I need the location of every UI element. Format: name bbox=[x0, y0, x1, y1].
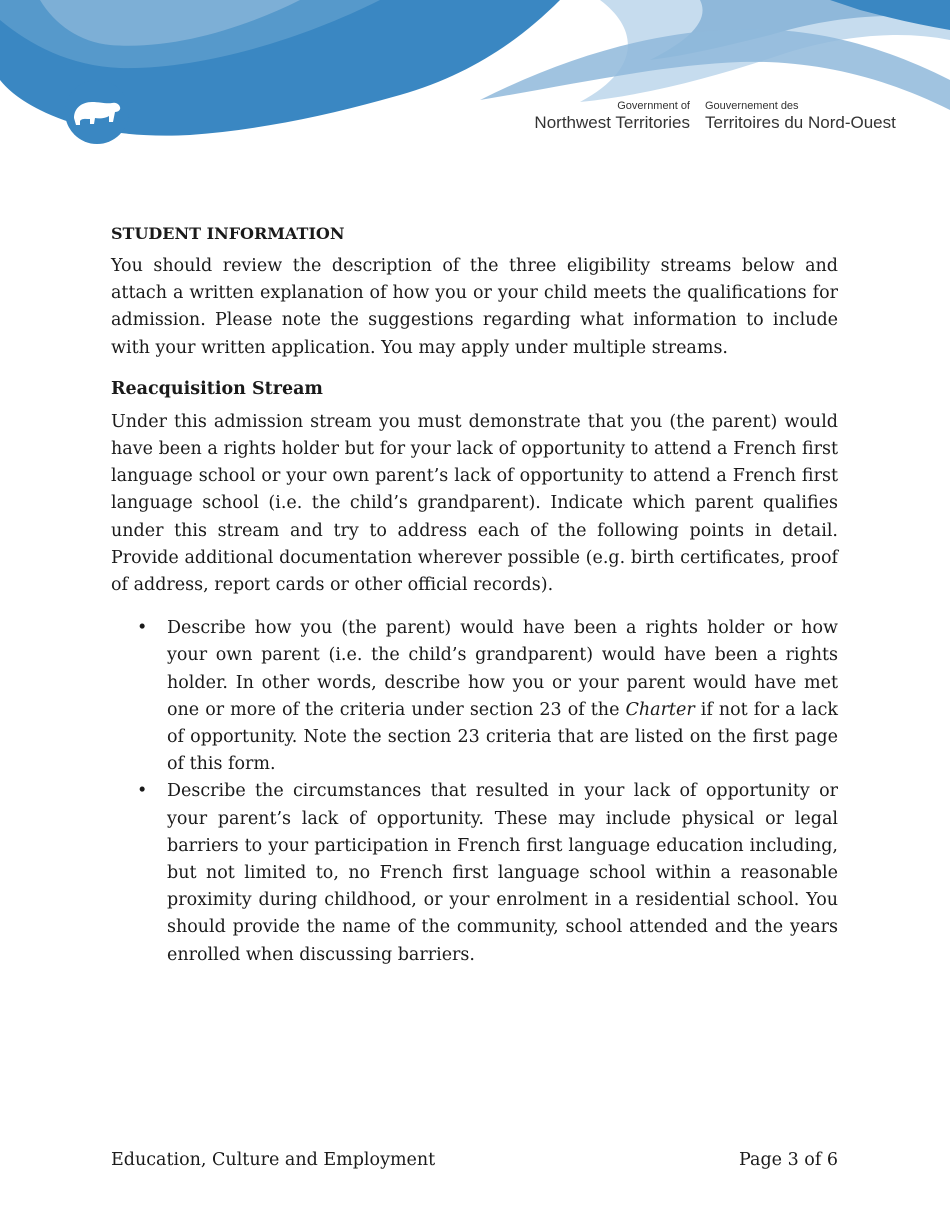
gov-en-wordmark bbox=[534, 100, 690, 133]
bullet1-part1: Describe how you (the parent) would have been a rights holder or how your own parent (i.e. the child’s grandparent) would have been a rights holder. In other words, describe how you or your parent would have met one or more of the criteria under section 23 of the bbox=[167, 618, 838, 720]
gov-en-big: Northwest Territories bbox=[534, 113, 690, 132]
bullet1-italic: Charter bbox=[625, 699, 695, 720]
footer-department: Education, Culture and Employment bbox=[111, 1150, 436, 1170]
bullet2-text: Describe the circumstances that resulted in your lack of opportunity or your parent’s lack of opportunity. These may include physical or legal barriers to your participation in French first language education including, but not limited to, no French first language school within a reasonable proximity during childhood, or your enrolment in a residential school. You should provide the name of the community, school attended and the years enrolled when discussing barriers. bbox=[167, 781, 838, 965]
page-header bbox=[0, 0, 950, 150]
page-content bbox=[111, 224, 838, 969]
footer-page-number: Page 3 of 6 bbox=[739, 1150, 838, 1170]
bullet1-part2: if not for a lack of opportunity. Note the section 23 criteria that are listed on the first page of this form. bbox=[167, 699, 839, 775]
gov-fr-wordmark bbox=[705, 100, 896, 133]
intro-paragraph: You should review the description of the three eligibility streams below and attach a written explanation of how you or your child meets the qualifications for admission. Please note the suggestions regarding what information to include with your written application. You may apply under multiple streams. bbox=[111, 256, 838, 358]
bullet-icon: • bbox=[137, 781, 148, 802]
gov-en-small: Government of bbox=[617, 100, 690, 112]
section-title: STUDENT INFORMATION bbox=[111, 224, 345, 243]
gov-fr-small: Gouvernement des bbox=[705, 100, 799, 112]
stream-bullets bbox=[111, 615, 838, 969]
list-item bbox=[137, 778, 838, 968]
stream-body: Under this admission stream you must demonstrate that you (the parent) would have been a rights holder but for your lack of opportunity to attend a French first language school or your own parent’s lack of opportunity to attend a French first language school (i.e. the child’s grandparent). Indicate which parent qualifies under this stream and try to address each of the following points in detail. Provide additional documentation wherever possible (e.g. birth certificates, proof of address, report cards or other official records). bbox=[111, 411, 838, 596]
stream-title: Reacquisition Stream bbox=[111, 378, 323, 399]
list-item bbox=[137, 615, 839, 778]
bullet-icon: • bbox=[137, 618, 148, 639]
gov-fr-big: Territoires du Nord-Ouest bbox=[705, 113, 896, 132]
